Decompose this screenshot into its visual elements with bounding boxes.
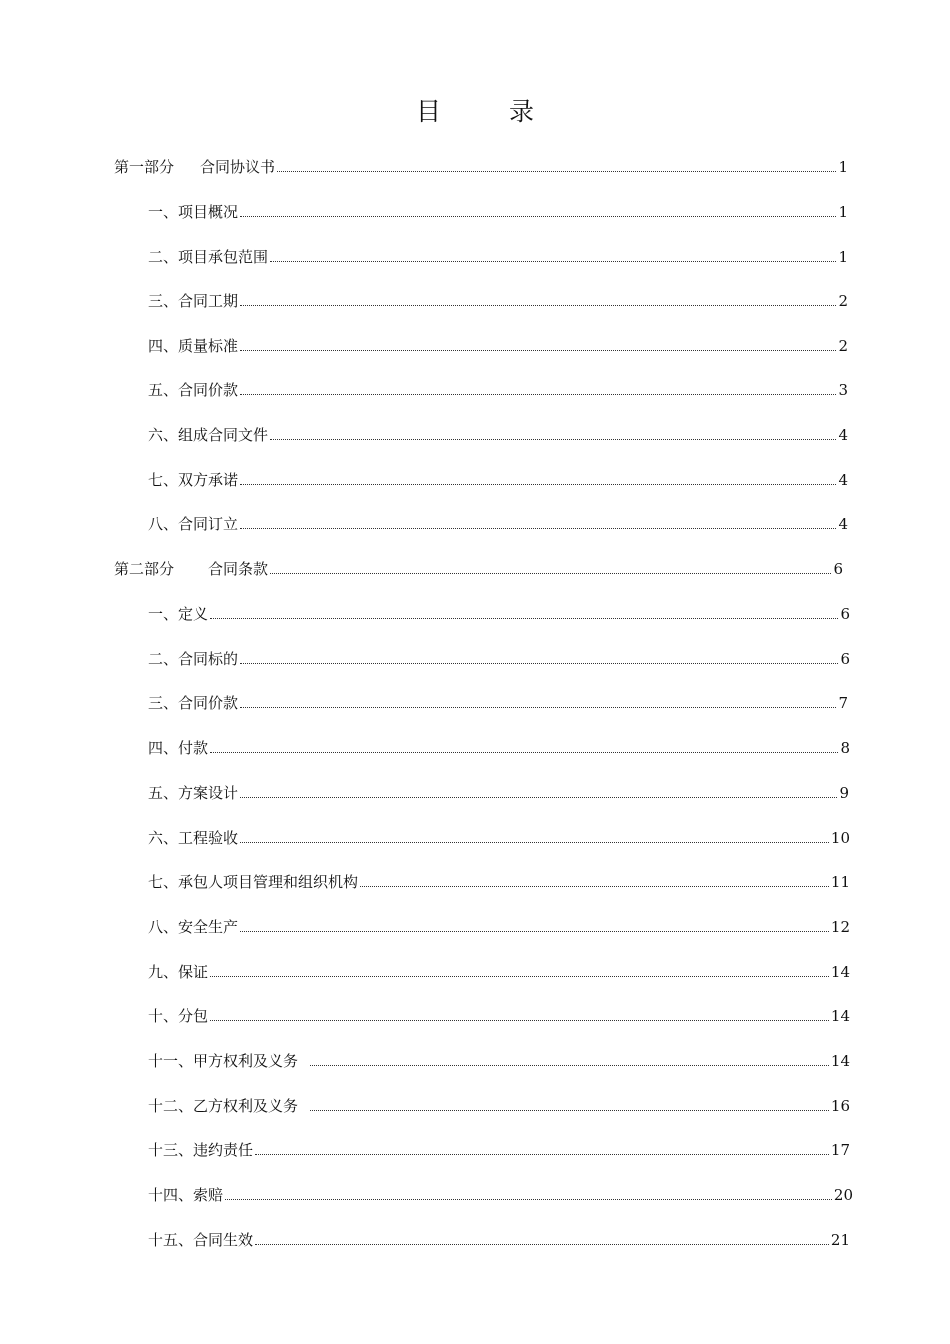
toc-page-number: 6 (840, 605, 850, 623)
toc-page-number: 1 (838, 203, 848, 221)
toc-entry-label: 十三、违约责任 (148, 1141, 254, 1159)
toc-part-title: 合同协议书 (200, 158, 276, 176)
dot-leader (270, 439, 836, 440)
dot-leader (240, 528, 836, 529)
toc-entry[interactable] (148, 690, 848, 712)
toc-page-number: 9 (839, 784, 849, 802)
toc-page-number: 14 (830, 963, 850, 981)
toc-page-number: 12 (830, 918, 850, 936)
toc-entry[interactable] (148, 825, 850, 847)
toc-entry-label: 四、付款 (148, 739, 209, 757)
toc-page-number: 2 (838, 292, 848, 310)
toc-entry-label: 一、项目概况 (148, 203, 239, 221)
toc-page-number: 8 (840, 739, 850, 757)
dot-leader (255, 1244, 829, 1245)
toc-entry[interactable] (148, 1093, 850, 1115)
toc-entry-label: 十一、甲方权利及义务 (148, 1052, 299, 1070)
toc-page-number: 17 (830, 1141, 850, 1159)
dot-leader (240, 216, 836, 217)
toc-page-number: 21 (830, 1231, 850, 1249)
toc-entry-label (114, 560, 268, 578)
toc-entry-label: 六、组成合同文件 (148, 426, 269, 444)
toc-entry[interactable] (148, 199, 848, 221)
toc-page-number: 6 (840, 650, 850, 668)
toc-entry-label: 一、定义 (148, 605, 209, 623)
toc-page-number: 4 (838, 515, 848, 533)
dot-leader (210, 618, 838, 619)
toc-entry[interactable] (148, 1137, 850, 1159)
dot-leader (240, 305, 836, 306)
toc-page-number: 16 (830, 1097, 850, 1115)
toc-entry[interactable] (148, 1227, 850, 1249)
toc-entry-label: 十、分包 (148, 1007, 209, 1025)
page-title: 目 录 (416, 97, 564, 126)
toc-entry[interactable] (148, 467, 848, 489)
toc-page-number: 1 (838, 158, 848, 176)
toc-entry-label (114, 158, 275, 176)
toc-page-number: 7 (838, 694, 848, 712)
toc-entry[interactable] (148, 780, 849, 802)
toc-entry[interactable] (148, 1182, 853, 1204)
toc-part-title: 合同条款 (208, 560, 269, 578)
dot-leader (225, 1199, 832, 1200)
toc-entry[interactable] (148, 244, 848, 266)
dot-leader (210, 976, 829, 977)
toc-page-number: 2 (838, 337, 848, 355)
toc-entry[interactable] (148, 422, 848, 444)
toc-entry-label: 五、合同价款 (148, 381, 239, 399)
toc-entry-label: 七、双方承诺 (148, 471, 239, 489)
toc-part-label: 第一部分 (114, 158, 175, 176)
dot-leader (240, 707, 836, 708)
dot-leader (240, 350, 836, 351)
dot-leader (277, 171, 836, 172)
toc-entry[interactable] (148, 511, 848, 533)
toc-entry[interactable] (148, 1003, 850, 1025)
toc-part-label: 第二部分 (114, 560, 175, 578)
dot-leader (240, 484, 836, 485)
toc-page-number: 14 (830, 1052, 850, 1070)
dot-leader (240, 663, 838, 664)
toc-page-number: 1 (838, 248, 848, 266)
toc-entry[interactable] (148, 288, 848, 310)
dot-leader (270, 261, 836, 262)
dot-leader (240, 394, 836, 395)
dot-leader (210, 1020, 829, 1021)
toc-entry-label: 二、合同标的 (148, 650, 239, 668)
toc-entry-label: 十二、乙方权利及义务 (148, 1097, 299, 1115)
toc-entry-label: 六、工程验收 (148, 829, 239, 847)
toc-entry-part-1[interactable] (114, 154, 848, 176)
toc-entry[interactable] (148, 959, 850, 981)
toc-page-number: 11 (830, 873, 850, 891)
toc-entry[interactable] (148, 646, 850, 668)
dot-leader (240, 931, 829, 932)
toc-entry[interactable] (148, 601, 850, 623)
toc-page-number: 3 (838, 381, 848, 399)
toc-page-number: 6 (833, 560, 843, 578)
toc-entry-label: 七、承包人项目管理和组织机构 (148, 873, 359, 891)
dot-leader (270, 573, 831, 574)
toc-entry-label: 五、方案设计 (148, 784, 239, 802)
toc-entry[interactable] (148, 914, 850, 936)
dot-leader (240, 842, 829, 843)
dot-leader (210, 752, 838, 753)
toc-page-number: 4 (838, 471, 848, 489)
toc-entry[interactable] (148, 869, 850, 891)
toc-entry-label: 十五、合同生效 (148, 1231, 254, 1249)
toc-entry-label: 八、安全生产 (148, 918, 239, 936)
toc-entry-label: 九、保证 (148, 963, 209, 981)
toc-entry-part-2[interactable] (114, 556, 843, 578)
toc-entry-label: 二、项目承包范围 (148, 248, 269, 266)
dot-leader (255, 1154, 829, 1155)
toc-page-number: 4 (838, 426, 848, 444)
toc-entry[interactable] (148, 377, 848, 399)
dot-leader (240, 797, 837, 798)
toc-page-number: 10 (830, 829, 850, 847)
dot-leader (310, 1065, 829, 1066)
toc-entry-label: 三、合同价款 (148, 694, 239, 712)
toc-page-number: 20 (833, 1186, 853, 1204)
toc-page-number: 14 (830, 1007, 850, 1025)
toc-entry-label: 四、质量标准 (148, 337, 239, 355)
dot-leader (360, 886, 829, 887)
dot-leader (310, 1110, 829, 1111)
toc-entry-label: 八、合同订立 (148, 515, 239, 533)
toc-entry[interactable] (148, 333, 848, 355)
toc-entry-label: 十四、索赔 (148, 1186, 224, 1204)
toc-entry[interactable] (148, 1048, 850, 1070)
toc-entry[interactable] (148, 735, 850, 757)
toc-entry-label: 三、合同工期 (148, 292, 239, 310)
